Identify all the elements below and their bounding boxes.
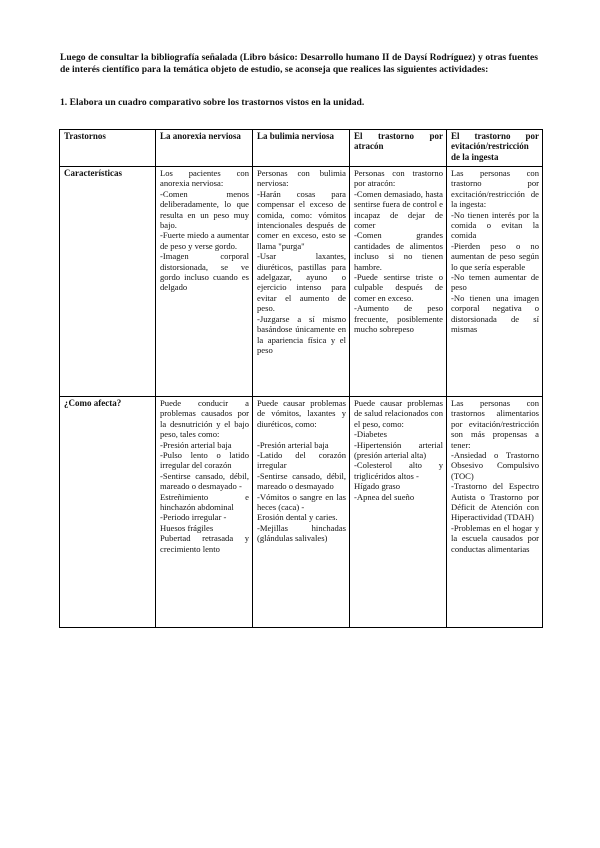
cell-line: -No temen aumentar de peso <box>451 272 539 293</box>
cell-line <box>257 429 346 439</box>
row-label: ¿Como afecta? <box>60 397 156 628</box>
cell-line: -Harán cosas para compensar el exceso de comida, como: vómitos intencionales después de comer en exceso, esto se llama "purga" <box>257 188 346 251</box>
cell-line: -Usar laxantes, diuréticos, pastillas para adelgazar, ayuno o ejercicio intenso para evitar el aumento de peso. <box>257 251 346 314</box>
cell-line: Pubertad retrasada y crecimiento lento <box>160 533 249 554</box>
cell-line: -Imagen corporal distorsionada, se ve gordo incluso cuando es delgado <box>160 251 249 293</box>
cell-line: -Presión arterial baja <box>160 439 232 450</box>
cell-line: -Latido del corazón irregular <box>257 450 346 471</box>
cell-line: Estreñimiento e hinchazón abdominal <box>160 491 249 513</box>
table-cell <box>447 167 543 397</box>
cell-line: -Aumento de peso frecuente, posiblemente mucho sobrepeso <box>354 303 443 335</box>
cell-line: -No tienen interés por la comida o evitan la comida <box>451 209 539 241</box>
cell-line: -Fuerte miedo a aumentar de peso y verse gordo. <box>160 230 249 251</box>
header-cell-trastornos: Trastornos <box>60 130 156 167</box>
cell-line: -Ansiedad o Trastorno Obsesivo Compulsivo (TOC) <box>451 450 539 481</box>
cell-line: -Pierden peso o no aumentan de peso según lo que sería esperable <box>451 240 539 272</box>
cell-line: Erosión dental y caries. <box>257 512 338 523</box>
cell-line: -Vómitos o sangre en las heces (caca) - <box>257 491 346 513</box>
cell-line: -Comen demasiado, hasta sentirse fuera de control e incapaz de dejar de comer <box>354 188 443 231</box>
header-cell-evitacion: El trastorno por evitación/restricción de la ingesta <box>447 130 543 167</box>
task-instruction: 1. Elabora un cuadro comparativo sobre los trastornos vistos en la unidad. <box>60 97 365 108</box>
cell-line: Puede causar problemas de salud relacionados con el peso, como: <box>354 398 443 429</box>
cell-line: Personas con bulimia nerviosa: <box>257 168 346 189</box>
table-cell <box>350 397 447 628</box>
row-label: Características <box>60 167 156 397</box>
table-cell <box>156 397 253 628</box>
cell-line: -Comen grandes cantidades de alimentos incluso si no tienen hambre. <box>354 230 443 272</box>
table-row-caracteristicas <box>60 167 543 397</box>
header-cell-atracon: El trastorno por atracón <box>350 130 447 167</box>
cell-line: -Comen menos deliberadamente, lo que resulta en un peso muy bajo. <box>160 188 249 231</box>
table-cell <box>253 167 350 397</box>
cell-line: -Puede sentirse triste o culpable después de comer en exceso. <box>354 272 443 303</box>
cell-line: Puede conducir a problemas causados por la desnutrición y el bajo peso, tales como: <box>160 398 249 440</box>
cell-line: -Trastorno del Espectro Autista o Trastorno por Déficit de Atención con Hiperactividad (TDAH) <box>451 481 539 523</box>
cell-line: -Colesterol alto y triglicéridos altos - <box>354 460 443 481</box>
cell-line: -No tienen una imagen corporal negativa o distorsionada de sí mismas <box>451 292 539 335</box>
cell-line: -Periodo irregular - <box>160 512 227 523</box>
cell-line: -Problemas en el hogar y la escuela causados por conductas alimentarias <box>451 522 539 554</box>
table-header-row <box>60 130 543 167</box>
table-cell <box>156 167 253 397</box>
cell-line: Las personas con trastornos alimentarios por evitación/restricción son más propensas a tener: <box>451 398 539 450</box>
cell-line: Hígado graso <box>354 481 401 492</box>
cell-line: -Juzgarse a sí mismo basándose únicamente en la apariencia física y el peso <box>257 313 346 355</box>
header-cell-bulimia: La bulimia nerviosa <box>253 130 350 167</box>
cell-line: -Sentirse cansado, débil, mareado o desmayado - <box>160 470 249 492</box>
cell-line: Las personas con trastorno por excitación/restricción de la ingesta: <box>451 168 539 210</box>
table-cell <box>447 397 543 628</box>
cell-line: Puede causar problemas de vómitos, laxantes y diuréticos, como: <box>257 398 346 429</box>
cell-line: -Mejillas hinchadas (glándulas salivales) <box>257 522 346 544</box>
cell-line: Huesos frágiles <box>160 522 214 533</box>
cell-line: -Sentirse cansado, débil, mareado o desmayado <box>257 470 346 492</box>
cell-line: Los pacientes con anorexia nerviosa: <box>160 168 249 189</box>
header-cell-anorexia: La anorexia nerviosa <box>156 130 253 167</box>
cell-line: Personas con trastorno por atracón: <box>354 168 443 189</box>
cell-line: -Apnea del sueño <box>354 491 415 502</box>
table-cell <box>253 397 350 628</box>
table-cell <box>350 167 447 397</box>
comparison-table <box>59 129 543 628</box>
cell-line: -Diabetes <box>354 429 387 440</box>
table-row-como-afecta <box>60 397 543 628</box>
cell-line: -Pulso lento o latido irregular del corazón <box>160 450 249 471</box>
intro-paragraph: Luego de consultar la bibliografía señalada (Libro básico: Desarrollo humano II de Daysí Rodríguez) y otras fuentes de interés científico para la temática objeto de estudio, se aconseja que realices las siguientes actividades: <box>60 52 538 76</box>
cell-line: -Hipertensión arterial (presión arterial alta) <box>354 439 443 461</box>
cell-line: -Presión arterial baja <box>257 439 329 450</box>
